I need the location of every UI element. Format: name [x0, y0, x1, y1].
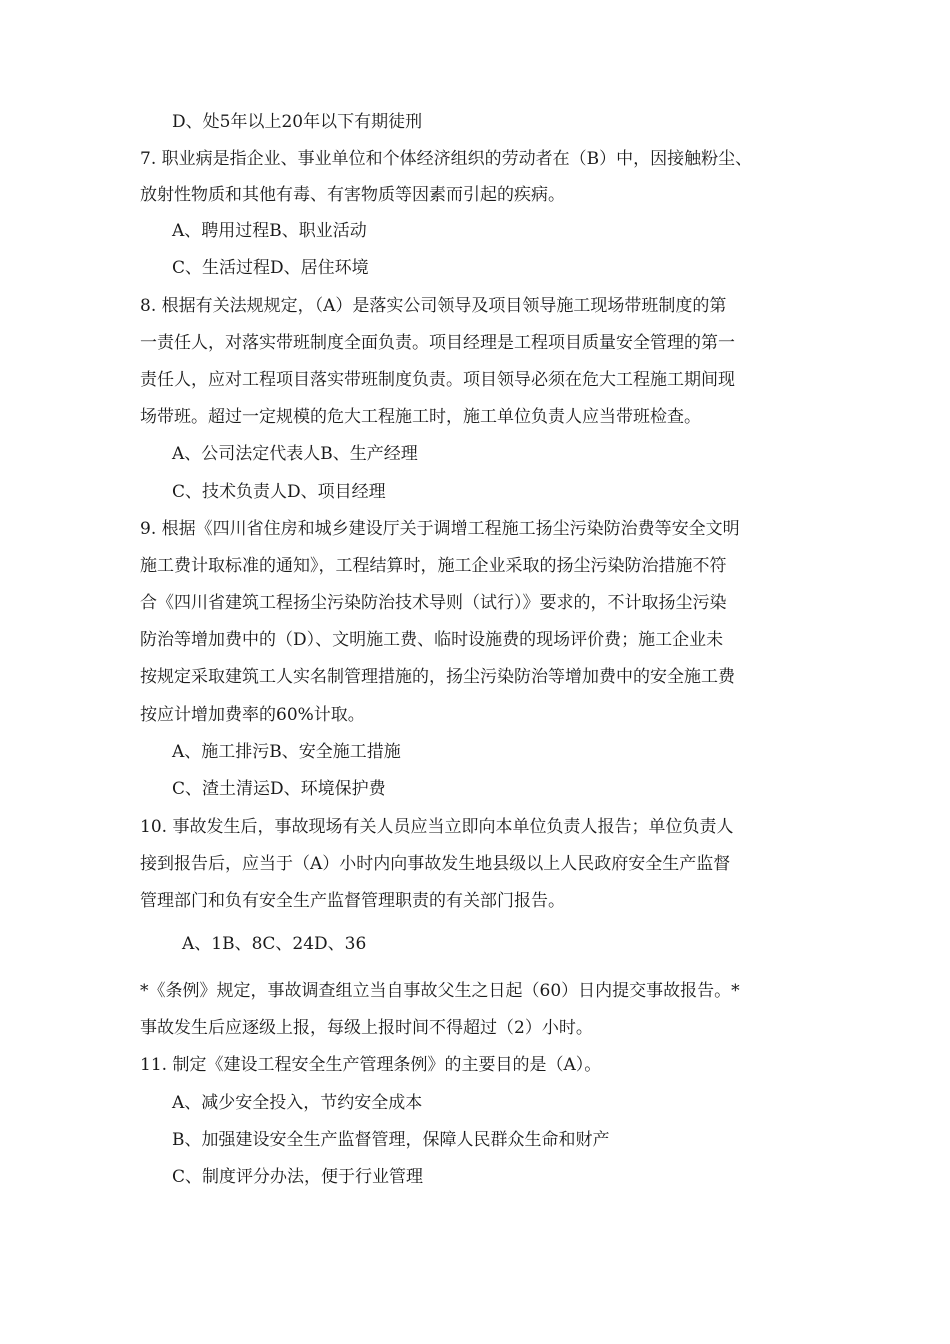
question-8-line: 一责任人，对落实带班制度全面负责。项目经理是工程项目质量安全管理的第一 — [140, 333, 735, 353]
question-8-line: 责任人，应对工程项目落实带班制度负责。项目领导必须在危大工程施工期间现 — [140, 370, 735, 390]
question-11-line: 11. 制定《建设工程安全生产管理条例》的主要目的是（A）。 — [140, 1055, 602, 1075]
option-line: B、加强建设安全生产监督管理，保障人民群众生命和财产 — [172, 1130, 610, 1150]
question-9-line: 按规定采取建筑工人实名制管理措施的，扬尘污染防治等增加费中的安全施工费 — [140, 667, 735, 687]
question-9-line: 按应计增加费率的60%计取。 — [140, 705, 365, 725]
option-line: C、制度评分办法，便于行业管理 — [172, 1167, 424, 1187]
question-10-line: 10. 事故发生后，事故现场有关人员应当立即向本单位负责人报告；单位负责人 — [140, 817, 734, 837]
question-8-line: 场带班。超过一定规模的危大工程施工时，施工单位负责人应当带班检查。 — [140, 407, 701, 427]
question-9-line: 9. 根据《四川省住房和城乡建设厅关于调增工程施工扬尘污染防治费等安全文明 — [140, 519, 740, 539]
note-line: *《条例》规定，事故调查组立当自事故父生之日起（60）日内提交事故报告。* — [140, 981, 740, 1001]
option-line: C、渣土清运D、环境保护费 — [172, 779, 386, 799]
option-line: A、聘用过程B、职业活动 — [172, 221, 367, 241]
question-10-line: 接到报告后，应当于（A）小时内向事故发生地县级以上人民政府安全生产监督 — [140, 854, 731, 874]
question-9-line: 施工费计取标准的通知》，工程结算时，施工企业采取的扬尘污染防治措施不符 — [140, 556, 727, 576]
question-7-line: 放射性物质和其他有毒、有害物质等因素而引起的疾病。 — [140, 185, 565, 205]
question-7-line: 7. 职业病是指企业、事业单位和个体经济组织的劳动者在（B）中，因接触粉尘、 — [140, 149, 753, 169]
option-line: A、1B、8C、24D、36 — [182, 934, 367, 954]
option-line: A、公司法定代表人B、生产经理 — [172, 444, 418, 464]
option-line: A、减少安全投入，节约安全成本 — [172, 1093, 423, 1113]
option-line: D、处5年以上20年以下有期徒刑 — [172, 112, 423, 132]
option-line: C、生活过程D、居住环境 — [172, 258, 369, 278]
question-8-line: 8. 根据有关法规规定，（A）是落实公司领导及项目领导施工现场带班制度的第 — [140, 296, 727, 316]
question-9-line: 合《四川省建筑工程扬尘污染防治技术导则（试行）》要求的，不计取扬尘污染 — [140, 593, 727, 613]
option-line: C、技术负责人D、项目经理 — [172, 482, 386, 502]
question-10-line: 管理部门和负有安全生产监督管理职责的有关部门报告。 — [140, 891, 565, 911]
option-line: A、施工排污B、安全施工措施 — [172, 742, 401, 762]
note-line: 事故发生后应逐级上报，每级上报时间不得超过（2）小时。 — [140, 1018, 593, 1038]
question-9-line: 防治等增加费中的（D）、文明施工费、临时设施费的现场评价费；施工企业未 — [140, 630, 724, 650]
